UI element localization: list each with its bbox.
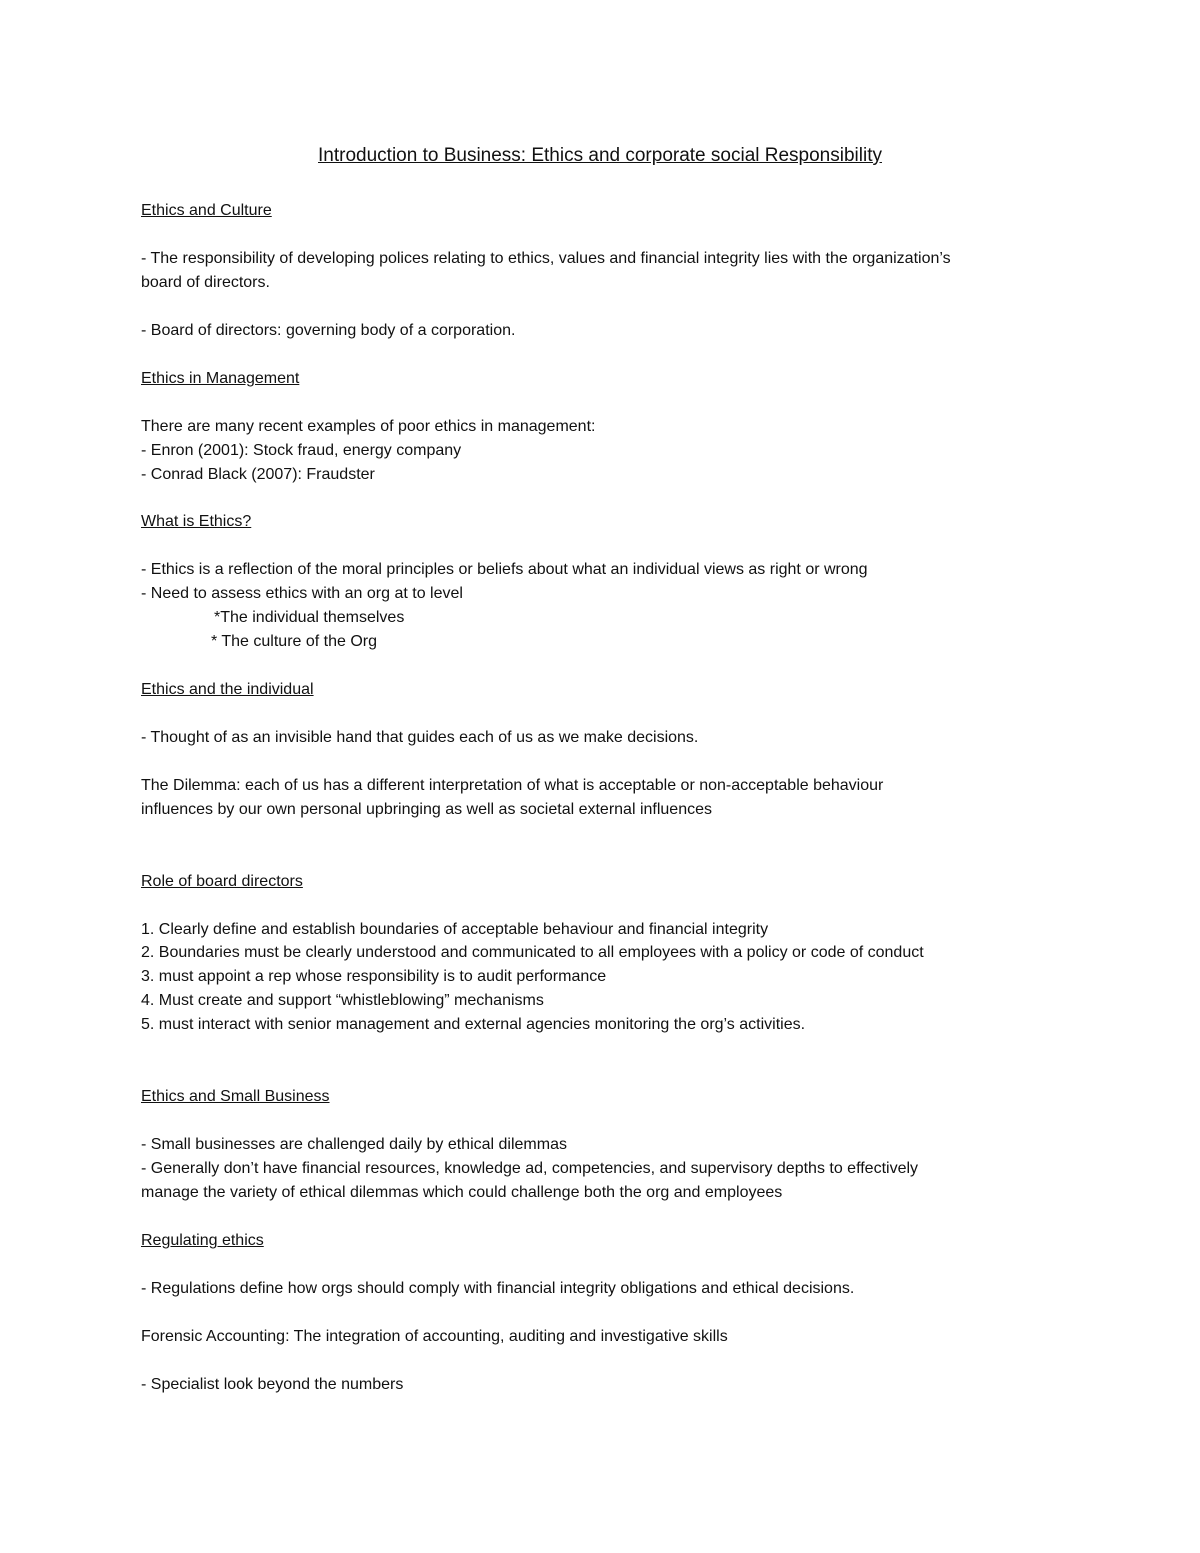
board-role-item: 3. must appoint a rep whose responsibility is to audit performance [141, 968, 607, 985]
what-ethics-line-2: - Need to assess ethics with an org at to level [141, 585, 463, 602]
culture-board-definition: - Board of directors: governing body of a corporation. [141, 322, 516, 339]
board-role-item: 1. Clearly define and establish boundaries of acceptable behaviour and financial integrity [141, 921, 769, 938]
forensic-accounting-definition: Forensic Accounting: The integration of accounting, auditing and investigative skills [141, 1328, 728, 1345]
small-business-line-1: - Small businesses are challenged daily by ethical dilemmas [141, 1136, 567, 1153]
dilemma-line-1: The Dilemma: each of us has a different interpretation of what is acceptable or non-acceptable behaviour [141, 777, 884, 794]
heading-regulating-ethics: Regulating ethics [141, 1232, 264, 1249]
what-ethics-line-1: - Ethics is a reflection of the moral principles or beliefs about what an individual views as right or wrong [141, 561, 868, 578]
heading-what-is-ethics: What is Ethics? [141, 513, 252, 530]
culture-paragraph-line-1: - The responsibility of developing polices relating to ethics, values and financial integrity lies with the organization’s [141, 250, 951, 267]
what-ethics-sub-item: * The culture of the Org [211, 633, 378, 650]
management-example-item: - Enron (2001): Stock fraud, energy company [141, 442, 462, 459]
heading-ethics-management: Ethics in Management [141, 370, 300, 387]
dilemma-line-2: influences by our own personal upbringing as well as societal external influences [141, 801, 712, 818]
board-role-item: 4. Must create and support “whistleblowing” mechanisms [141, 992, 544, 1009]
management-example-item: - Conrad Black (2007): Fraudster [141, 466, 375, 483]
heading-role-board-directors: Role of board directors [141, 873, 303, 890]
regulating-line-1: - Regulations define how orgs should comply with financial integrity obligations and ethical decisions. [141, 1280, 855, 1297]
small-business-line-2: - Generally don’t have financial resources, knowledge ad, competencies, and supervisory depths to effectively [141, 1160, 919, 1177]
small-business-line-3: manage the variety of ethical dilemmas which could challenge both the org and employees [141, 1184, 783, 1201]
culture-paragraph-line-2: board of directors. [141, 274, 270, 291]
page-title: Introduction to Business: Ethics and corporate social Responsibility [318, 145, 882, 166]
management-intro: There are many recent examples of poor ethics in management: [141, 418, 596, 435]
what-ethics-sub-item: *The individual themselves [214, 609, 405, 626]
regulating-line-2: - Specialist look beyond the numbers [141, 1376, 404, 1393]
heading-ethics-individual: Ethics and the individual [141, 681, 314, 698]
heading-ethics-culture: Ethics and Culture [141, 202, 272, 219]
heading-ethics-small-business: Ethics and Small Business [141, 1088, 330, 1105]
individual-line-1: - Thought of as an invisible hand that guides each of us as we make decisions. [141, 729, 699, 746]
board-role-item: 5. must interact with senior management and external agencies monitoring the org’s activities. [141, 1016, 806, 1033]
board-role-item: 2. Boundaries must be clearly understood and communicated to all employees with a policy or code of conduct [141, 944, 924, 961]
